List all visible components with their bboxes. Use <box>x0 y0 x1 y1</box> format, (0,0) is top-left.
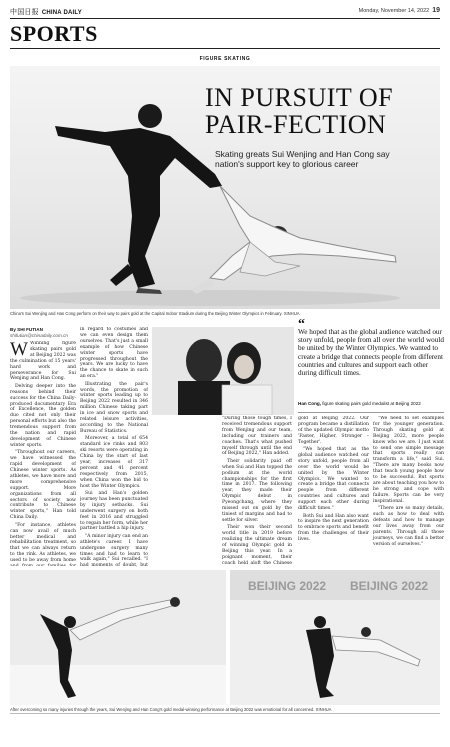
headline <box>205 84 445 138</box>
column-3 <box>222 416 292 566</box>
col2-p1: in regard to costumes and we can even design them ourselves. That's just a small example of how Chinese winter sports have progressed throughout the years. We are lucky to have the chance to skate in such an era." <box>80 327 148 380</box>
footer-rule <box>10 713 440 714</box>
rink-board-text-2: BEIJING 2022 <box>350 579 429 593</box>
col4-p3: Both Sui and Han also want to inspire the next generation to embrace sports and benefit from the challenges of their lives. <box>298 513 369 543</box>
quote-rule <box>298 412 444 413</box>
col4-p1: gold at Beijing 2022. Our program became a distillation of the updated Olympic motto 'Faster, Higher, Stronger – Together'. <box>298 416 369 445</box>
hero-credit: XINHUA <box>283 311 300 316</box>
pull-quote: We hoped that as the global audience watched our story unfold, people from all over the world would be united by the Winter Olympics. We wanted to create a bridge that connects people from different countries and cultures and support each other during difficult times. <box>298 328 444 378</box>
masthead-logo <box>10 7 82 17</box>
col3-p3: Their won their second world title in 2019 before realizing the ultimate dream of winning Olympic gold in Beijing this year. In a poignant moment, their coach held aloft the Chinese <box>222 525 292 566</box>
logo-en: CHINA DAILY <box>41 10 82 16</box>
logo-cn: 中国日报 <box>10 8 39 16</box>
col2-p3: Moreover, a total of 654 standard ice rinks and 803 ski resorts were operating in China by the start of last year, increases of 317 percent and 41 percent respectively from 2015, when China won the bid to host the Winter Olympics. <box>80 436 148 489</box>
byline <box>10 327 68 338</box>
pair-portrait-illustration <box>152 327 294 415</box>
col3-p2: Their solidarity paid off when Sui and Han topped the podium at the world championships for the first time in 2017. The following year, they made their Olympic debut in Pyeongchang, where they missed out on gold by the tiniest of margins and had to settle for silver. <box>222 458 292 523</box>
kicker: FIGURE SKATING <box>199 56 251 62</box>
col4-p4: "We need to set examples for the younger generation. Through skating gold at Beijing 2022, more people know who we are. I just want to send one simple message that sports really can transform a life," said Sui. "There are many books now that teach young people how to be successful. But sports are about teaching you how to be strong and cope with failure. Sports can be very inspirational. <box>373 416 444 504</box>
column-1 <box>10 341 76 566</box>
quote-attr-name: Han Cong, <box>298 401 321 406</box>
female-skater-figure <box>192 186 396 294</box>
bottom-right-illustration <box>230 570 440 705</box>
masthead-date <box>359 7 440 14</box>
col2-p5: "A minor injury can end an athlete's career. I have undergone surgery many times and had to learn to walk again," Sui recalled. "I had moments of doubt, but <box>80 533 148 567</box>
column-4 <box>298 416 444 566</box>
issue-date: Monday, November 14, 2022 <box>358 8 430 14</box>
bottom-caption <box>10 707 440 712</box>
bottom-left-illustration <box>10 570 226 705</box>
bottom-credit: XINHUA <box>315 707 332 712</box>
headline-line2: PAIR-FECTION <box>205 110 387 139</box>
page-number: 19 <box>432 7 440 14</box>
bottom-left-photo <box>10 570 226 705</box>
bottom-caption-text: After overcoming so many injuries through the years, Sui Wenjing and Han Cong's gold medal-winning performance at Beijing 2022 was emotional for all concerned. <box>10 707 315 712</box>
col4-p5: "There are so many details, such as how to deal with defeats and how to manage our lives away from our parents. Through all those journeys, we can find a better version of ourselves." <box>373 506 444 547</box>
deck: Skating greats Sui Wenjing and Han Cong say nation's support key to glorious career <box>215 149 390 169</box>
quote-attr-role: figure skating pairs gold medalist at Beijing 2022 <box>322 401 421 406</box>
section-rule <box>10 48 440 49</box>
pull-quote-attribution <box>298 401 444 407</box>
rink-board-text: BEIJING 2022 <box>248 579 327 593</box>
headline-line1: IN PURSUIT OF <box>205 83 394 112</box>
hero-caption <box>10 311 440 316</box>
col2-p2: Illustrating the pair's words, the promotion of winter sports leading up to Beijing 2022 resulted in 346 million Chinese taking part in ice and snow sports and related leisure activities, according to the National Bureau of Statistics. <box>80 381 148 434</box>
col1-p4: "For instance, athletes can now avail of much better medical and rehabilitation treatment, so that we can always return to the rink. As athletes, we used to be away from home <box>10 522 76 564</box>
hero-caption-text: China's Sui Wenjing and Han Cong perform on their way to pairs gold at the Capital Indoor Stadium during the Beijing Winter Olympics in February. <box>10 311 283 316</box>
col1-p1: Winning figure skating pairs gold at Beijing 2022 was the culmination of 15 years' hard work and perseverance for Sui Wenjing and Han Cong. <box>10 341 76 382</box>
col3-p1: "During those tough times, I received tremendous support from Wenjing and our team, including our trainers and coaches. That's what pushed myself through until the end of Beijing 2022," Han added. <box>222 416 292 457</box>
byline-name: By SHI FUTIAN <box>10 327 43 332</box>
section-title: SPORTS <box>10 21 98 46</box>
byline-email: shifutian@chinadaily.com.cn <box>10 332 68 338</box>
header-rule <box>10 18 440 19</box>
column-2 <box>80 327 148 567</box>
pair-portrait-photo <box>152 327 294 415</box>
col1-p2: Delving deeper into the reasons behind their success for the China Daily-produced documentary Era of Excellence, the golden duo cited not only their personal efforts but also the tremendous support from the nation and rapid development of Chinese winter sports. <box>10 383 76 448</box>
quote-mark-icon: “ <box>298 317 305 332</box>
col1-p3: "Throughout our careers, we have witnessed the rapid development of Chinese winter sports. As athletes, we have more and more comprehensive support. More organizations from all sectors of society now contribute to Chinese winter sports," Han told China Daily. <box>10 450 76 521</box>
male-skater-figure <box>55 104 222 294</box>
dropcap: W <box>10 341 28 360</box>
col2-p4: Sui and Han's golden journey has been punctuated by injury setbacks. Sui underwent surgery on both feet in 2016 and struggled to regain her form, while her partner battled a hip injury. <box>80 490 148 532</box>
col4-p2: "We hoped that as the global audience watched our story unfold, people from all over the world would be united by the Winter Olympics. We wanted to create a bridge that connects people from different countries and cultures and support each other during difficult times." <box>298 447 369 512</box>
bottom-right-photo <box>230 570 440 705</box>
